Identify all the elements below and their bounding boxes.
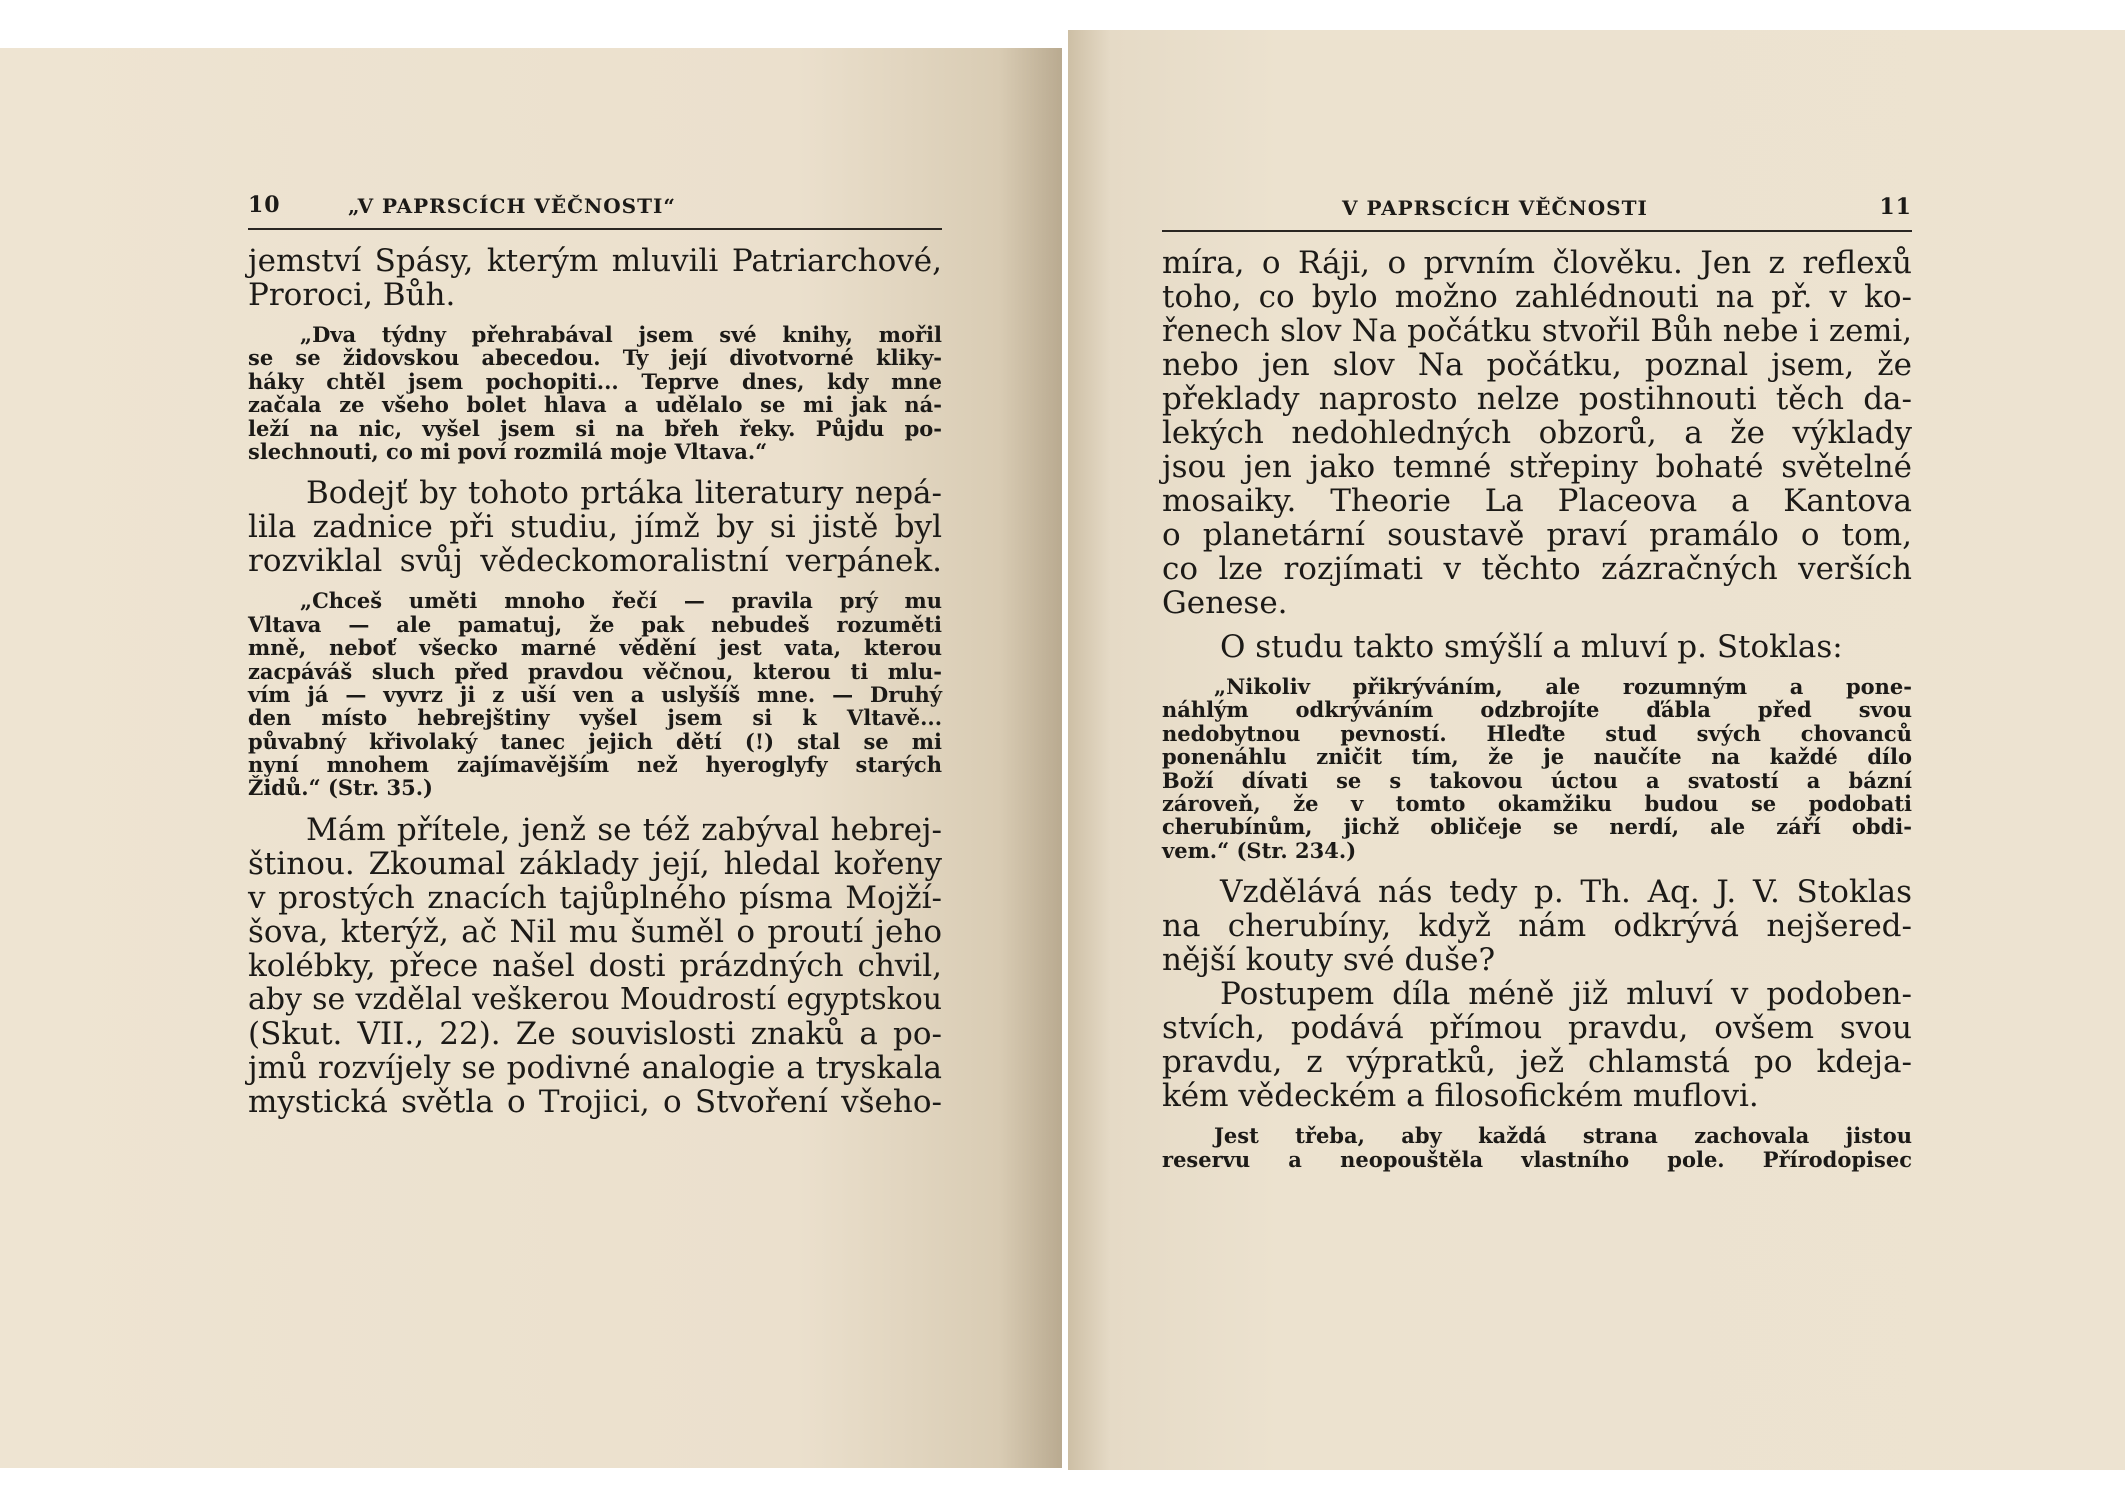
quote-line: Jest třeba, aby každá strana zachovala jistou bbox=[1214, 1123, 1912, 1149]
text-line: jsou jen jako temné střepiny bohaté světelné bbox=[1162, 449, 1912, 485]
text-line: lekých nedohledných obzorů, a že výklady bbox=[1162, 415, 1912, 451]
quote-line: náhlým odkrýváním odzbrojíte ďábla před svou bbox=[1162, 697, 1912, 723]
right-page-header bbox=[1162, 190, 1912, 232]
text-line: co lze rozjímati v těchto zázračných verších bbox=[1162, 551, 1912, 587]
text-line: v prostých znacích tajůplného písma Mojží- bbox=[248, 879, 942, 916]
quote-line: ponenáhlu zničit tím, že je naučíte na každé dílo bbox=[1162, 744, 1912, 770]
quote-line: Boží dívati se s takovou úctou a svatostí a bázní bbox=[1162, 767, 1912, 793]
right-page bbox=[1068, 30, 2125, 1470]
text-line: rozviklal svůj vědeckomoralistní verpánek. bbox=[248, 543, 942, 580]
text-line: kém vědeckém a filosofickém muflovi. bbox=[1162, 1078, 1759, 1115]
left-page-text bbox=[248, 243, 942, 1121]
text-line: jemství Spásy, kterým mluvili Patriarchové, bbox=[248, 243, 942, 279]
quote-line: cherubínům, jichž obličeje se nerdí, ale září obdi- bbox=[1162, 814, 1912, 840]
text-line: mosaiky. Theorie La Placeova a Kantova bbox=[1162, 483, 1912, 519]
quote-line: háky chtěl jsem pochopiti... Teprve dnes, kdy mne bbox=[248, 368, 942, 394]
quote-line: „Chceš uměti mnoho řečí — pravila prý mu bbox=[300, 588, 942, 614]
text-line: aby se vzdělal veškerou Moudrostí egyptskou bbox=[248, 981, 942, 1017]
text-line: Postupem díla méně již mluví v podoben- bbox=[1220, 976, 1912, 1013]
text-line: lila zadnice při studiu, jímž by si jistě byl bbox=[248, 509, 942, 546]
quote-line: mně, neboť všecko marné vědění jest vata, kterou bbox=[248, 635, 942, 661]
text-line: Proroci, Bůh. bbox=[248, 277, 456, 313]
quote-line: leží na nic, vyšel jsem si na břeh řeky. Půjdu po- bbox=[248, 415, 942, 441]
text-line: stvích, podává přímou pravdu, ovšem svou bbox=[1162, 1010, 1912, 1047]
quote-line: půvabný křivolaký tanec jejich dětí (!) stal se mi bbox=[248, 728, 942, 754]
quote-line: „Nikoliv přikrýváním, ale rozumným a pone- bbox=[1214, 674, 1912, 699]
quote-line: vem.“ (Str. 234.) bbox=[1162, 837, 1357, 863]
text-line: toho, co bylo možno zahlédnouti na př. v ko- bbox=[1162, 279, 1912, 315]
quote-line: zacpáváš sluch před pravdou věčnou, kterou ti mlu- bbox=[248, 658, 942, 684]
text-line: Vzdělává nás tedy p. Th. Aq. J. V. Stoklas bbox=[1220, 874, 1912, 911]
text-line: jmů rozvíjely se podivné analogie a tryskala bbox=[248, 1049, 942, 1086]
text-line: šova, kterýž, ač Nil mu šuměl o proutí jeho bbox=[248, 913, 942, 950]
text-line: řenech slov Na počátku stvořil Bůh nebe i zemi, bbox=[1162, 313, 1912, 349]
quote-line: Židů.“ (Str. 35.) bbox=[248, 775, 433, 801]
text-line: Bodejť by tohoto prtáka literatury nepá- bbox=[306, 475, 942, 512]
quote-line: „Dva týdny přehrabával jsem své knihy, mořil bbox=[300, 322, 942, 347]
right-page-text bbox=[1162, 245, 1912, 1172]
quote-line: nyní mnohem zajímavějším než hyeroglyfy starých bbox=[248, 752, 942, 778]
quote-line: nedobytnou pevností. Hleďte stud svých chovanců bbox=[1162, 720, 1912, 746]
left-page-header bbox=[248, 188, 942, 230]
text-line: mystická světla o Trojici, o Stvoření všeho- bbox=[248, 1083, 942, 1120]
text-line: štinou. Zkoumal základy její, hledal kořeny bbox=[248, 845, 942, 882]
text-line: o planetární soustavě praví pramálo o tom, bbox=[1162, 517, 1912, 553]
text-line: nebo jen slov Na počátku, poznal jsem, že bbox=[1162, 347, 1912, 383]
left-page-number: 10 bbox=[248, 192, 281, 218]
quote-line: Vltava — ale pamatuj, že pak nebudeš rozuměti bbox=[248, 611, 942, 637]
text-line: Genese. bbox=[1162, 585, 1288, 621]
text-line: O studu takto smýšlí a mluví p. Stoklas: bbox=[1220, 629, 1843, 665]
text-line: pravdu, z výpratků, jež chlamstá po kdeja- bbox=[1162, 1044, 1912, 1081]
right-page-number: 11 bbox=[1879, 194, 1912, 220]
left-page bbox=[0, 48, 1062, 1468]
text-line: kolébky, přece našel dosti prázdných chvil, bbox=[248, 947, 942, 984]
right-running-title: V PAPRSCÍCH VĚČNOSTI bbox=[1342, 196, 1648, 220]
quote-line: reservu a neopouštěla vlastního pole. Přírodopisec bbox=[1162, 1146, 1912, 1172]
text-line: na cherubíny, když nám odkrývá nejšered- bbox=[1162, 908, 1912, 945]
quote-line: den místo hebrejštiny vyšel jsem si k Vltavě... bbox=[248, 705, 942, 731]
quote-line: začala ze všeho bolet hlava a udělalo se mi jak ná- bbox=[248, 392, 942, 418]
text-line: Mám přítele, jenž se též zabýval hebrej- bbox=[306, 811, 942, 848]
quote-line: se se židovskou abecedou. Ty její divotvorné kliky- bbox=[248, 345, 942, 371]
text-line: překlady naprosto nelze postihnouti těch da- bbox=[1162, 381, 1912, 417]
text-line: nější kouty své duše? bbox=[1162, 942, 1496, 979]
quote-line: vím já — vyvrz ji z uší ven a uslyšíš mne. — Druhý bbox=[248, 681, 942, 707]
text-line: (Skut. VII., 22). Ze souvislosti znaků a po- bbox=[248, 1015, 942, 1052]
quote-line: zároveň, že v tomto okamžiku budou se podobati bbox=[1162, 790, 1912, 816]
text-line: míra, o Ráji, o prvním člověku. Jen z reflexů bbox=[1162, 245, 1912, 281]
left-running-title: „V PAPRSCÍCH VĚČNOSTI“ bbox=[348, 194, 676, 218]
quote-line: slechnouti, co mi poví rozmilá moje Vltava.“ bbox=[248, 438, 768, 464]
